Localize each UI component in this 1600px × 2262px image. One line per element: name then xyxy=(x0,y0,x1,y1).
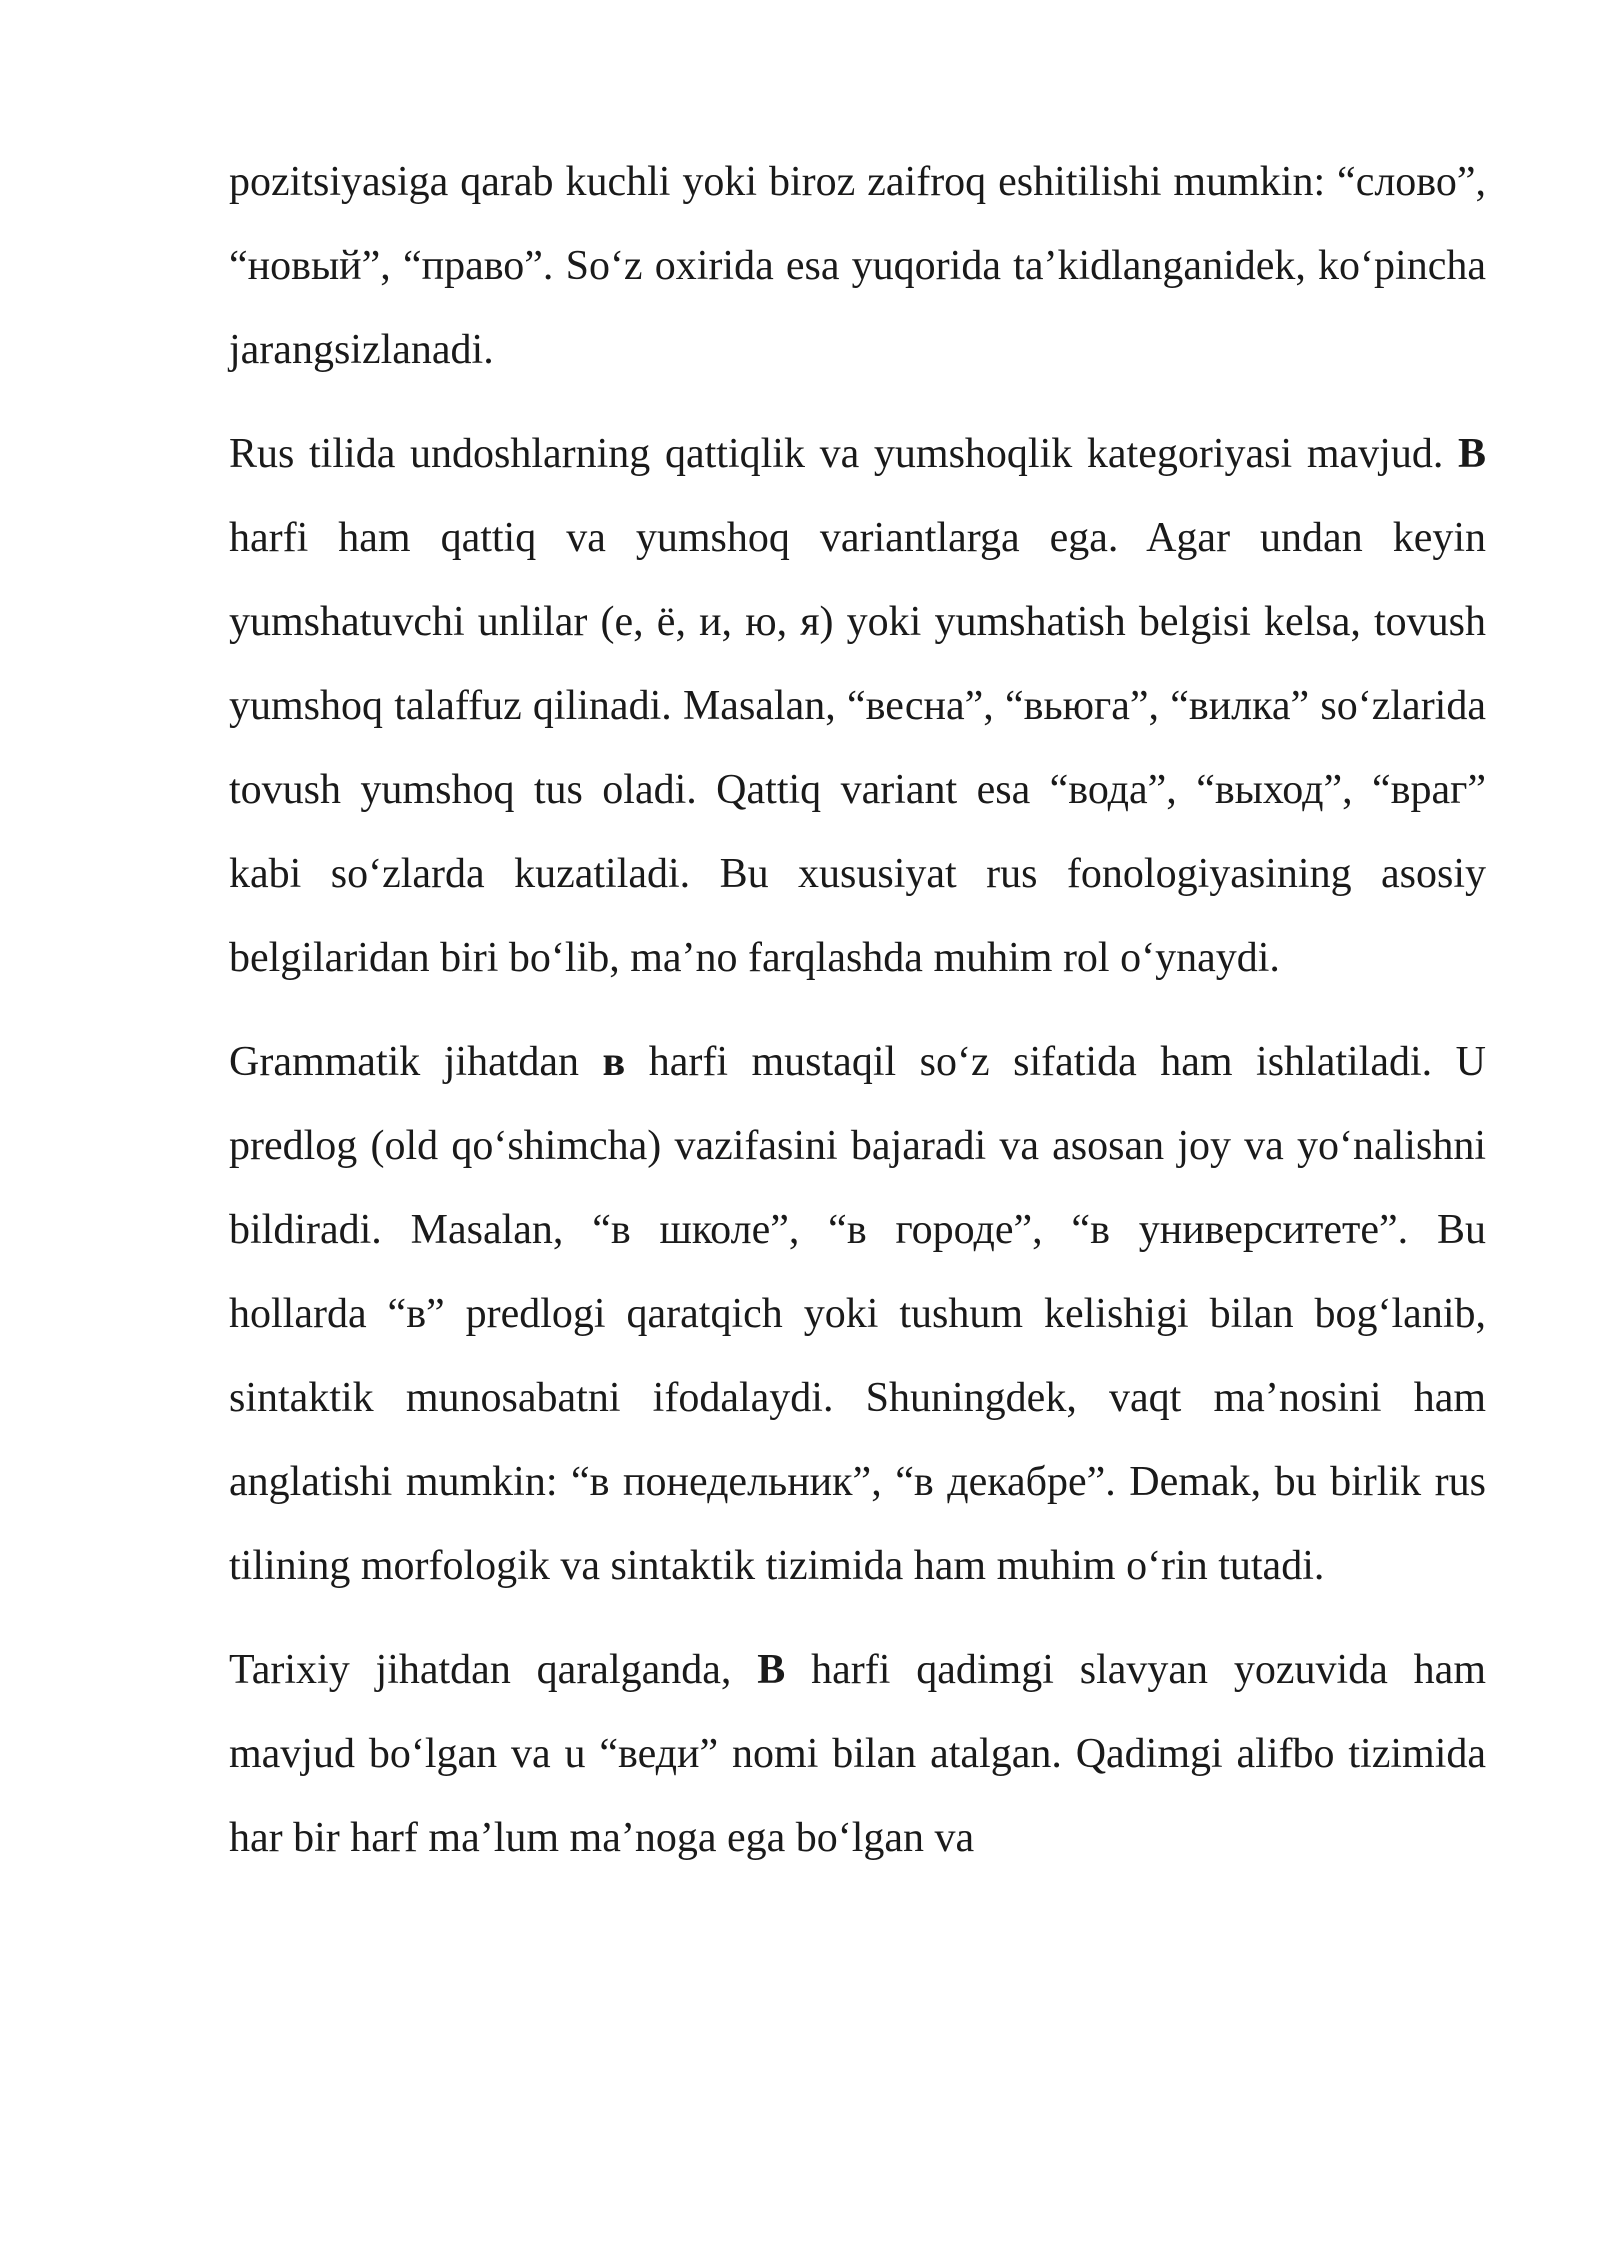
paragraph-1 xyxy=(229,140,1486,392)
paragraph-2-text-b: harfi ham qattiq va yumshoq variantlarga ega. Agar undan keyin yumshatuvchi unlilar (е, ё, и, ю, я) yoki yumshatish belgisi kelsa, tovush yumshoq talaffuz qilinadi. Masalan, “весна”, “вьюга”, “вилка” so‘zlarida tovush yumshoq tus oladi. Qattiq variant esa “вода”, “выход”, “враг” kabi so‘zlarda kuzatiladi. Bu xususiyat rus fonologiyasining asosiy belgilaridan biri bo‘lib, ma’no farqlashda muhim rol o‘ynaydi. xyxy=(229,515,1486,981)
paragraph-3-text-b: harfi mustaqil so‘z sifatida ham ishlatiladi. U predlog (old qo‘shimcha) vazifasini bajaradi va asosan joy va yo‘nalishni bildiradi. Masalan, “в школе”, “в городе”, “в университете”. Bu hollarda “в” predlogi qaratqich yoki tushum kelishigi bilan bog‘lanib, sintaktik munosabatni ifodalaydi. Shuningdek, vaqt ma’nosini ham anglatishi mumkin: “в понедельник”, “в декабре”. Demak, bu birlik rus tilining morfologik va sintaktik tizimida ham muhim o‘rin tutadi. xyxy=(229,1039,1486,1589)
paragraph-2 xyxy=(229,412,1486,1000)
paragraph-4-text-b: harfi qadimgi slavyan yozuvida ham mavjud bo‘lgan va u “веди” nomi bilan atalgan. Qadimgi alifbo tizimida har bir harf ma’lum ma’noga ega bo‘lgan va xyxy=(229,1647,1486,1861)
paragraph-3 xyxy=(229,1020,1486,1608)
paragraph-3-bold-letter: в xyxy=(602,1039,626,1085)
body-text xyxy=(229,140,1486,1900)
paragraph-3-text-a: Grammatik jihatdan xyxy=(229,1039,603,1085)
paragraph-1-text: pozitsiyasiga qarab kuchli yoki biroz zaifroq eshitilishi mumkin: “слово”, “новый”, “право”. So‘z oxirida esa yuqorida ta’kidlanganidek, ko‘pincha jarangsizlanadi. xyxy=(229,159,1486,373)
paragraph-4 xyxy=(229,1628,1486,1880)
paragraph-4-bold-letter: В xyxy=(757,1647,786,1693)
paragraph-4-text-a: Tarixiy jihatdan qaralganda, xyxy=(229,1647,758,1693)
paragraph-2-bold-letter: В xyxy=(1457,431,1486,477)
paragraph-2-text-a: Rus tilida undoshlarning qattiqlik va yumshoqlik kategoriyasi mavjud. xyxy=(229,431,1458,477)
